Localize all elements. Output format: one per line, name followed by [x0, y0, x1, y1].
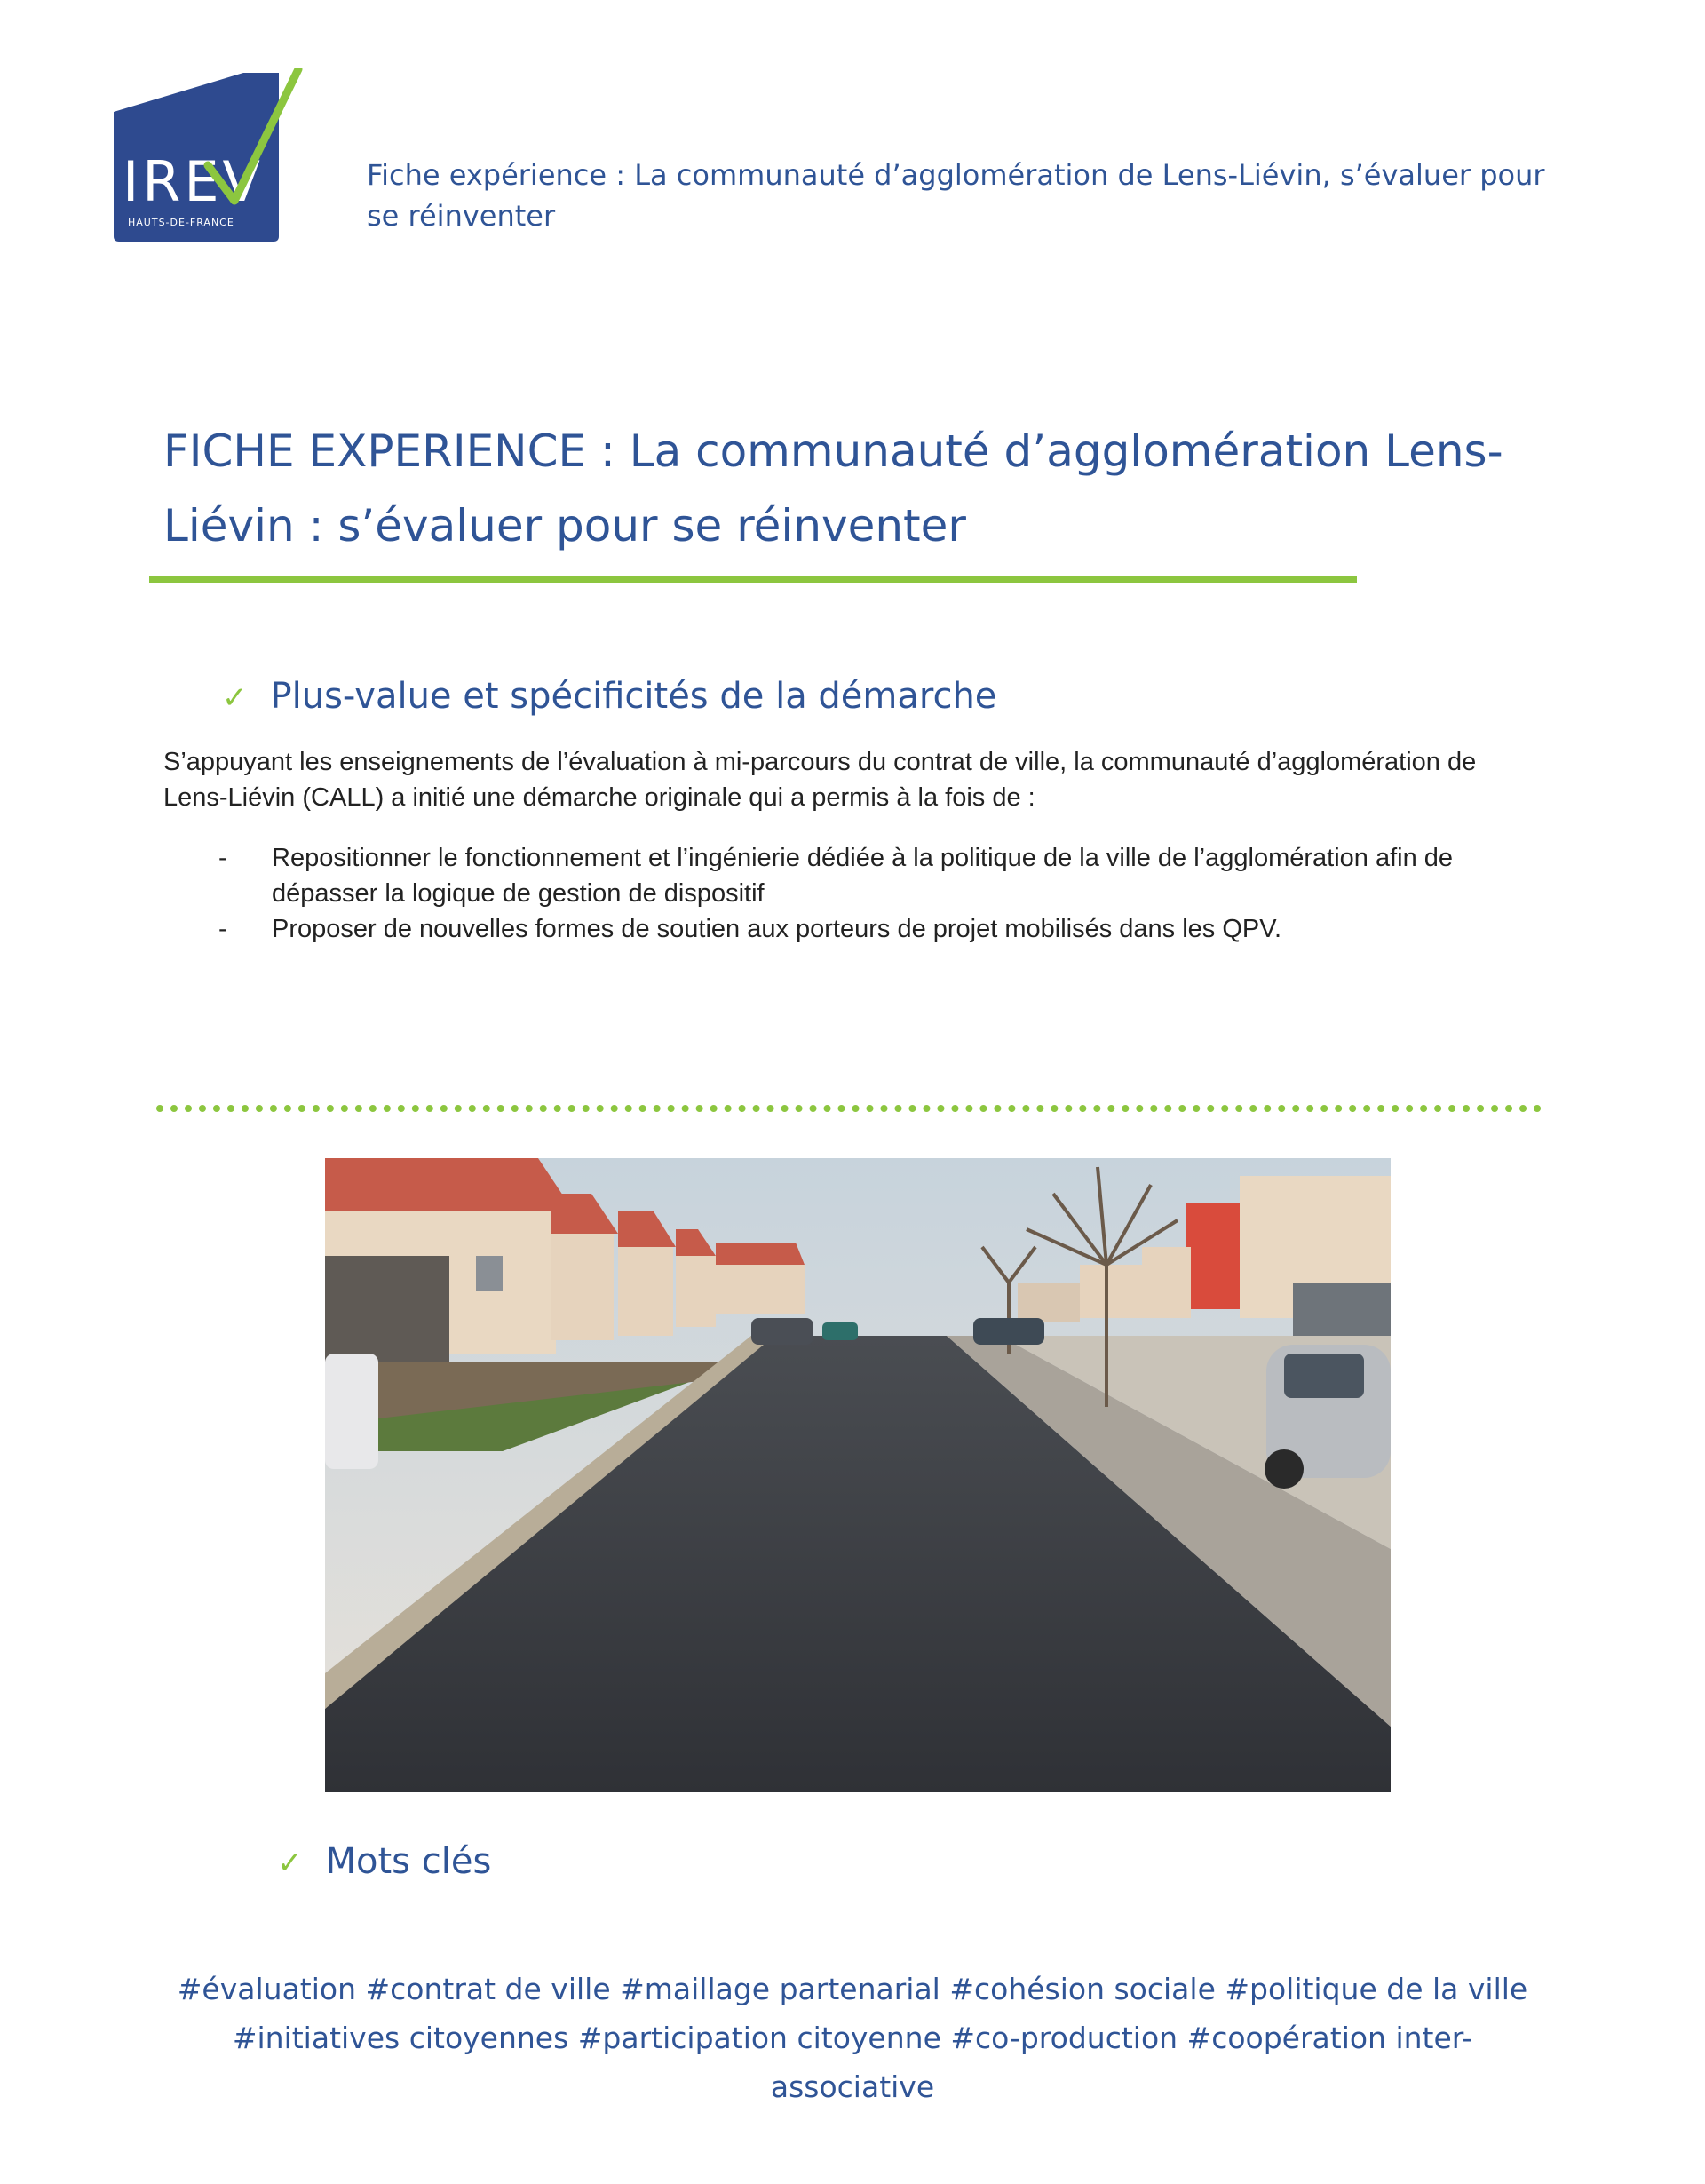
section-heading-mots-cles — [277, 1837, 491, 1888]
svg-text:IREV: IREV — [123, 149, 264, 214]
bullet-text: Repositionner le fonctionnement et l’ingénierie dédiée à la politique de la ville de l’agglomération afin de dépasser la logique de gestion de dispositif — [272, 844, 1454, 908]
intro-paragraph: S’appuyant les enseignements de l’évaluation à mi-parcours du contrat de ville, la communauté d’agglomération de Lens-Liévin (CALL) a initié une démarche originale qui a permis à la fois de : — [163, 748, 1477, 812]
keywords-list: #évaluation #contrat de ville #maillage partenarial #cohésion sociale #politique de la ville #initiatives citoyennes #participation citoyenne #co-production #coopération inter-associative — [177, 1972, 1528, 2104]
street-photo-illustration — [325, 1158, 1391, 1792]
list-item — [163, 911, 1540, 947]
dotted-divider — [156, 1105, 1542, 1112]
check-icon: ✓ — [222, 680, 248, 716]
list-item — [163, 840, 1540, 911]
bullet-dash: - — [218, 915, 227, 943]
irev-logo-graphic — [110, 68, 305, 245]
svg-text:HAUTS-DE-FRANCE: HAUTS-DE-FRANCE — [128, 217, 234, 228]
bullet-list — [163, 840, 1540, 947]
header-text: Fiche expérience : La communauté d’agglomération de Lens-Liévin, s’évaluer pour se réinventer — [367, 158, 1545, 233]
title-line-2: Liévin : s’évaluer pour se réinventer — [163, 500, 966, 552]
section-heading-plus-value — [222, 671, 996, 723]
section-heading-text: Mots clés — [325, 1841, 492, 1882]
check-icon: ✓ — [277, 1846, 303, 1881]
irev-logo — [110, 68, 305, 245]
page-title — [163, 414, 1522, 563]
title-line-1: FICHE EXPERIENCE : La communauté d’agglomération Lens- — [163, 425, 1503, 477]
bullet-dash: - — [218, 844, 227, 872]
title-underline — [149, 576, 1357, 583]
street-photo — [325, 1158, 1391, 1792]
bullet-text: Proposer de nouvelles formes de soutien aux porteurs de projet mobilisés dans les QPV. — [272, 915, 1282, 943]
section-heading-text: Plus-value et spécificités de la démarche — [270, 676, 997, 717]
